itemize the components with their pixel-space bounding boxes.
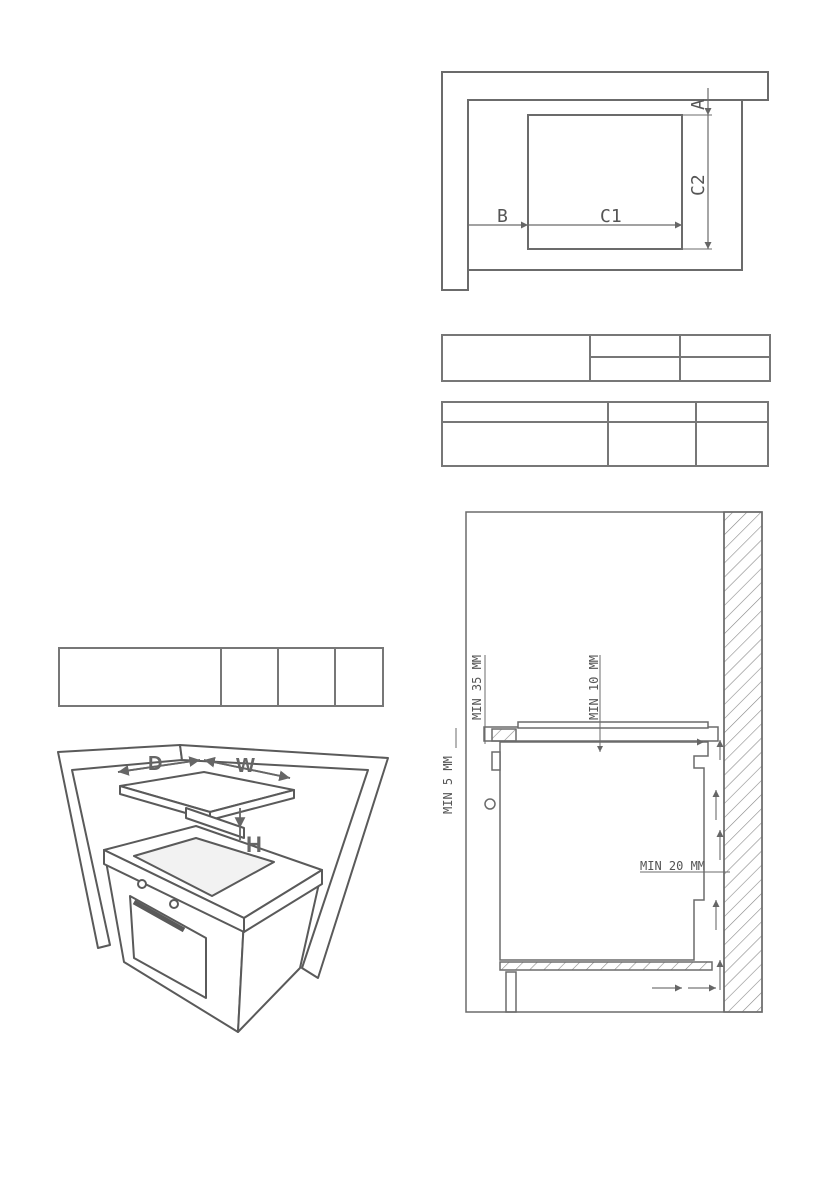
hob-top xyxy=(120,772,294,812)
label-h: H xyxy=(246,832,262,857)
hob-illustration xyxy=(58,745,388,1032)
side-wall-hatch xyxy=(724,512,762,1012)
label-a: A xyxy=(688,99,709,110)
label-b: B xyxy=(497,206,508,227)
worktop-outline xyxy=(442,72,768,290)
oven-floor-shelf xyxy=(500,962,712,970)
label-c1: C1 xyxy=(600,206,622,227)
label-w: W xyxy=(236,755,255,777)
label-min-35: MIN 35 MM xyxy=(470,654,484,720)
oven-body xyxy=(500,742,708,960)
label-min-10: MIN 10 MM xyxy=(587,654,601,720)
clearance-diagram xyxy=(456,512,762,1012)
label-d: D xyxy=(148,753,163,775)
label-c2: C2 xyxy=(688,174,709,196)
label-min-20: MIN 20 MM xyxy=(640,859,706,873)
cutout-rect xyxy=(528,115,682,249)
hob-dimension-table xyxy=(58,647,384,707)
cutout-diagram xyxy=(442,72,768,290)
worktop-section xyxy=(484,727,718,741)
cutout-table-1 xyxy=(441,334,771,382)
hob-glass xyxy=(518,722,708,728)
label-min-5: MIN 5 MM xyxy=(441,756,455,814)
cutout-table-2 xyxy=(441,401,769,467)
